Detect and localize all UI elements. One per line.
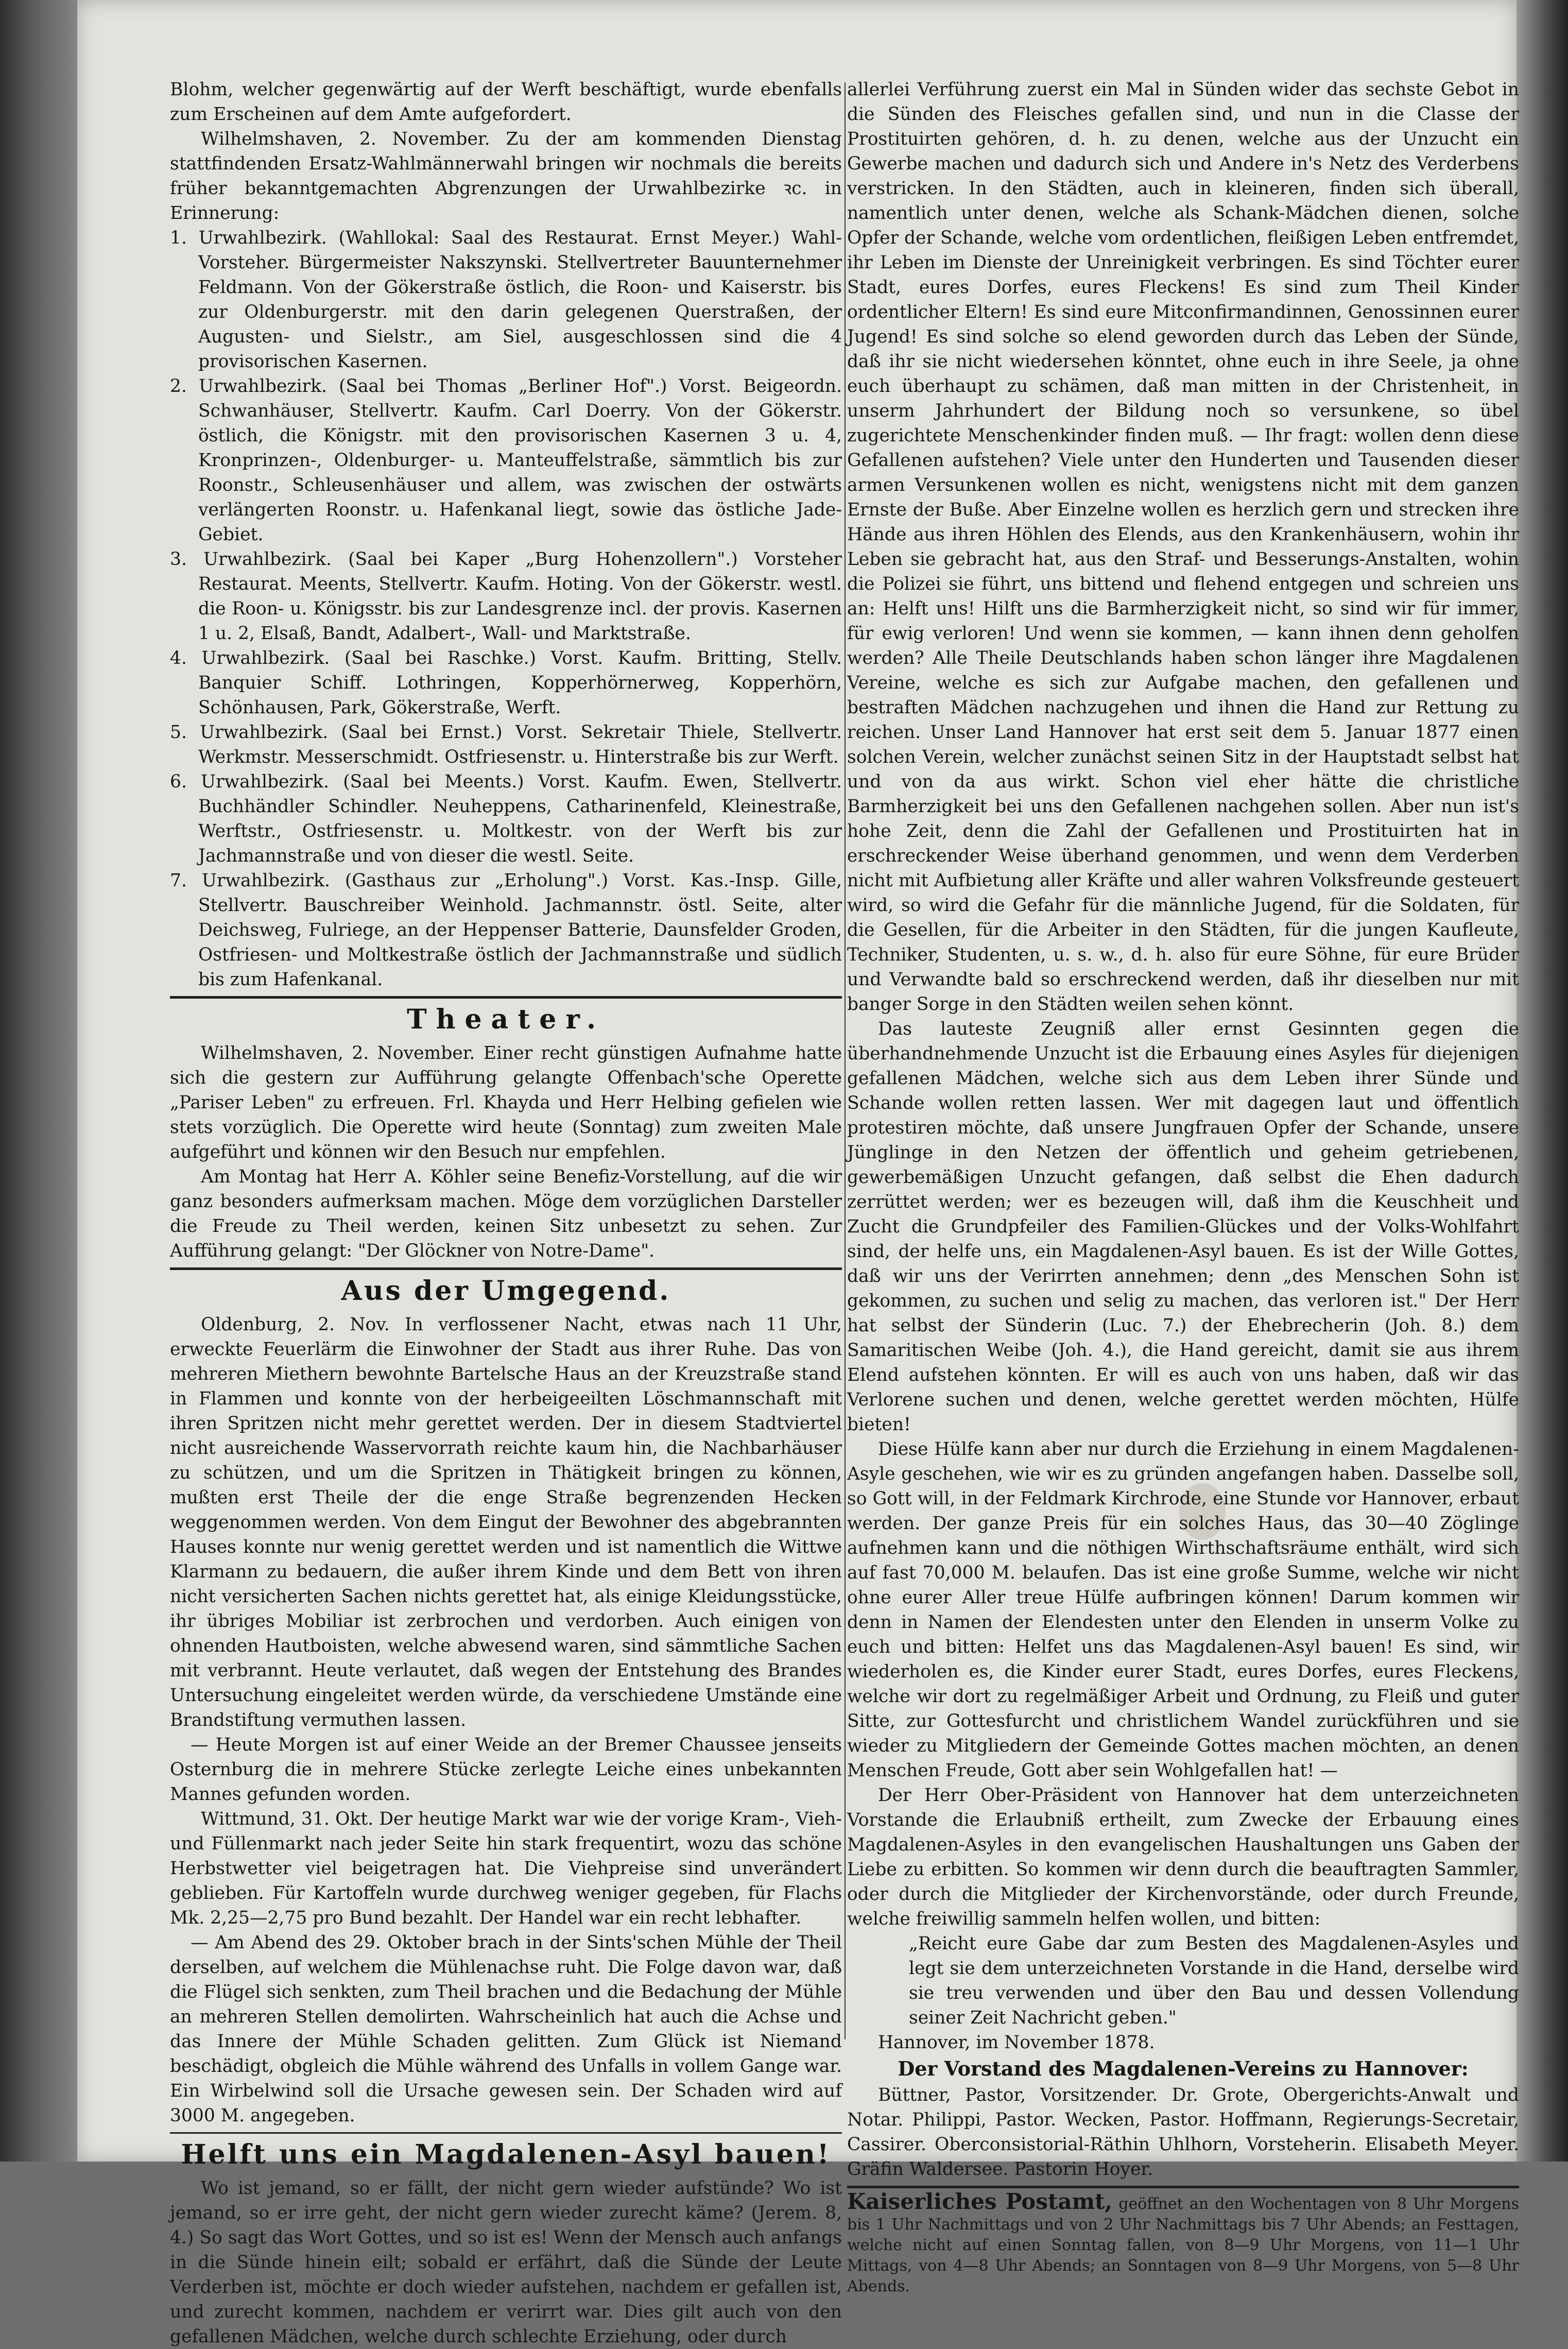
district-3: 3. Urwahlbezirk. (Saal bei Kaper „Burg Hohenzollern".) Vorsteher Restaurat. Meents, Stellvertr. Kaufm. Hoting. Von der Gökerstr. westl. die Roon- u. Königsstr. bis zur Landesgrenze incl. der provis. Kasernen 1 u. 2, Elsaß, Bandt, Adalbert-, Wall- und Marktstraße. (170, 549, 842, 644)
appeal-paragraph: Diese Hülfe kann aber nur durch die Erziehung in einem Magdalenen-Asyle geschehen, wie wir es zu gründen angefangen haben. Dasselbe soll, so Gott will, in der Feldmark Kirchrode, eine Stunde vor Hannover, erbaut werden. Der ganze Preis für ein solches Haus, das 30—40 Zöglinge aufnehmen kann und die nöthigen Wirthschaftsräume enthält, wird sich auf fast 70,000 M. belaufen. Das ist eine große Summe, welche wir nicht ohne eurer Aller treue Hülfe aufbringen können! Darum kommen wir denn in Namen der Elendesten unter den Elenden in unserm Volke zu euch und bitten: Helfet uns das Magdalenen-Asyl bauen! Es sind, wir wiederholen es, die Kinder eurer Stadt, eures Dorfes, eures Fleckens, welche wir dort zu regelmäßiger Arbeit und Ordnung, zu Fleiß und guter Sitte, zur Gottesfurcht und christlichem Wandel zurückführen und sie wieder zu Mitgliedern der Gemeinde Gottes machen möchten, an denen Menschen Freude, Gott aber sein Wohlgefallen hat! — (847, 1439, 1519, 1781)
theater-heading: Theater. (406, 1004, 606, 1035)
district-4: 4. Urwahlbezirk. (Saal bei Raschke.) Vorst. Kaufm. Britting, Stellv. Banquier Schiff. Lothringen, Kopperhörnerweg, Kopperhörn, Schönhausen, Park, Gökerstraße, Werft. (170, 648, 842, 718)
place-date: Hannover, im November 1878. (878, 2032, 1155, 2053)
right-column (847, 77, 1519, 2295)
theater-paragraph: Am Montag hat Herr A. Köhler seine Benefiz-Vorstellung, auf die wir ganz besonders aufmerksam machen. Möge dem vorzüglichen Darsteller die Freude zu Theil werden, keinen Sitz unbesetzt zu sehen. Zur Aufführung gelangt: "Der Glöckner von Notre-Dame". (170, 1167, 842, 1261)
section-rule (170, 2132, 842, 2134)
section-rule (170, 996, 842, 999)
region-paragraph: — Heute Morgen ist auf einer Weide an der Bremer Chaussee jenseits Osternburg die in mehrere Stücke zerlegte Leiche eines unbekannten Mannes gefunden worden. (170, 1735, 842, 1805)
post-office-hours: geöffnet an den Wochentagen von 8 Uhr Morgens bis 1 Uhr Nachmittags und von 2 Uhr Nachmittags bis 7 Uhr Abends; an Festtagen, welche nicht auf einen Sonntag fallen, von 8—9 Uhr Morgens, von 11—1 Uhr Mittags, von 4—8 Uhr Abends; an Sonntagen von 8—9 Uhr Morgens, von 5—8 Uhr Abends. (847, 2195, 1519, 2295)
intro-text: Blohm, welcher gegenwärtig auf der Werft beschäftigt, wurde ebenfalls zum Erscheinen auf dem Amte aufgefordert. (170, 79, 842, 125)
region-heading: Aus der Umgegend. (341, 1275, 671, 1307)
election-notice: Wilhelmshaven, 2. November. Zu der am kommenden Dienstag stattfindenden Ersatz-Wahlmännerwahl bringen wir nochmals die bereits früher bekanntgemachten Abgrenzungen der Urwahlbezirke ꝛc. in Erinnerung: (170, 129, 842, 224)
district-5: 5. Urwahlbezirk. (Saal bei Ernst.) Vorst. Sekretair Thiele, Stellvertr. Werkmstr. Messerschmidt. Ostfriesenstr. u. Hinterstraße bis zur Werft. (170, 722, 842, 767)
appeal-paragraph: Das lauteste Zeugniß aller ernst Gesinnten gegen die überhandnehmende Unzucht ist die Erbauung eines Asyles für diejenigen gefallenen Mädchen, welche sich aus dem Leben ihrer Sünde und Schande wollen retten lassen. Wer mit dagegen laut und öffentlich protestiren möchte, daß unsere Jungfrauen Opfer der Schande, unsere Jünglinge in den Netzen der öffentlich und geheim getriebenen, gewerbemäßigen Unzucht gefangen, daß selbst die Ehen dadurch zerrüttet werden; wer es bezeugen will, daß ihm die Keuschheit und Zucht die Grundpfeiler des Familien-Glückes und der Volks-Wohlfahrt sind, der helfe uns, ein Magdalenen-Asyl bauen. Es ist der Wille Gottes, daß wir uns der Verirrten annehmen; denn „des Menschen Sohn ist gekommen, zu suchen und selig zu machen, das verloren ist." Der Herr hat selbst der Sünderin (Luc. 7.) der Ehebrecherin (Joh. 8.) dem Samaritischen Weibe (Joh. 4.), die Hand gereicht, damit sie aus ihrem Elend aufstehen könnten. Er will es auch von uns haben, daß wir das Verlorene suchen und denen, welche gerettet werden möchten, Hülfe bieten! (847, 1019, 1519, 1435)
board-title: Der Vorstand des Magdalenen-Vereins zu Hannover: (898, 2057, 1469, 2080)
district-6: 6. Urwahlbezirk. (Saal bei Meents.) Vorst. Kaufm. Ewen, Stellvertr. Buchhändler Schindler. Neuheppens, Catharinenfeld, Kleinestraße, Werftstr., Ostfriesenstr. u. Moltkestr. von der Werft bis zur Jachmannstraße und von dieser die westl. Seite. (170, 771, 842, 866)
post-office-notice (847, 2191, 1519, 2297)
district-7: 7. Urwahlbezirk. (Gasthaus zur „Erholung".) Vorst. Kas.-Insp. Gille, Stellvertr. Bauschreiber Weinhold. Jachmannstr. östl. Seite, alter Deichsweg, Fulriege, an der Heppenser Batterie, Daunsfelder Groden, Ostfriesen- und Moltkestraße östlich der Jachmannstraße und südlich bis zum Hafenkanal. (170, 870, 842, 990)
appeal-paragraph: Der Herr Ober-Präsident von Hannover hat dem unterzeichneten Vorstande die Erlaubniß ertheilt, zum Zwecke der Erbauung eines Magdalenen-Asyles in den evangelischen Haushaltungen uns Gaben der Liebe zu erbitten. So kommen wir denn durch die beauftragten Sammler, oder durch die Mitglieder der Kirchenvorstände, oder durch Freunde, welche freiwillig sammeln helfen wollen, und bitten: (847, 1785, 1519, 1929)
appeal-paragraph: Wo ist jemand, so er fällt, der nicht gern wieder aufstünde? Wo ist jemand, so er irre geht, der nicht gern wieder zurecht käme? (Jerem. 8, 4.) So sagt das Wort Gottes, und so ist es! Wenn der Mensch auch anfangs in die Sünde hinein eilt; sobald er erfährt, daß die Sünde der Leute Verderben ist, möchte er doch wieder aufstehen, nachdem er gefallen ist, und zurecht kommen, nachdem er verirrt war. Dies gilt auch von den gefallenen Mädchen, welche durch schlechte Erziehung, oder durch (170, 2178, 842, 2347)
region-paragraph: Oldenburg, 2. Nov. In verflossener Nacht, etwas nach 11 Uhr, erweckte Feuerlärm die Einwohner der Stadt aus ihrer Ruhe. Das von mehreren Miethern bewohnte Bartelsche Haus an der Kreuzstraße stand in Flammen und konnte von der herbeigeeilten Löschmannschaft mit ihren Spritzen nicht mehr gerettet werden. Der in diesem Stadtviertel nicht ausreichende Wasservorrath reichte kaum hin, die Nachbarhäuser zu schützen, und um die Spritzen in Thätigkeit bringen zu können, mußten erst Theile der die enge Straße begrenzenden Hecken weggenommen werden. Von dem Eingut der Bewohner des abgebrannten Hauses konnte nur wenig gerettet werden und ist namentlich die Wittwe Klarmann zu bedauern, die außer ihrem Kinde und dem Bett von ihren nicht versicherten Sachen nichts gerettet hat, als einige Kleidungsstücke, ihr übriges Mobiliar ist zerbrochen und verdorben. Auch einigen von ohnenden Hautboisten, welche abwesend waren, sind sämmtliche Sachen mit verbrannt. Heute verlautet, daß wegen der Entstehung des Brandes Untersuchung eingeleitet werden würde, da verschiedene Umstände eine Brandstiftung vermuthen lassen. (170, 1314, 842, 1730)
appeal-quote: „Reicht eure Gabe dar zum Besten des Magdalenen-Asyles und legt sie dem unterzeichneten Vorstande in die Hand, derselbe wird sie treu verwenden und über den Bau und dessen Vollendung seiner Zeit Nachricht geben." (909, 1933, 1519, 2028)
scanner-frame-right (1517, 0, 1568, 2162)
newspaper-page (77, 0, 1519, 2347)
left-column (170, 77, 842, 2347)
region-paragraph: — Am Abend des 29. Oktober brach in der Sints'schen Mühle der Theil derselben, auf welchem die Mühlenachse ruht. Die Folge davon war, daß die Flügel sich senkten, zum Theil brachen und die Bedachung der Mühle an mehreren Stellen demolirten. Wahrscheinlich hat auch die Achse und das Innere der Mühle Schaden gelitten. Zum Glück ist Niemand beschädigt, obgleich die Mühle während des Unfalls in vollem Gange war. Ein Wirbelwind soll die Ursache gewesen sein. Der Schaden wird auf 3000 M. angegeben. (170, 1932, 842, 2126)
appeal-paragraph: allerlei Verführung zuerst ein Mal in Sünden wider das sechste Gebot in die Sünden des Fleisches gefallen sind, und nun in die Classe der Prostituirten gehören, d. h. zu denen, welche aus der Unzucht ein Gewerbe machen und dadurch sich und Andere in's Netz des Verderbens verstricken. In den Städten, auch in kleineren, finden sich überall, namentlich unter denen, welche als Schank-Mädchen dienen, solche Opfer der Schande, welche vom ordentlichen, fleißigen Leben entfremdet, ihr Leben im Dienste der Unreinigkeit verbringen. Es sind Töchter eurer Stadt, eures Dorfes, eures Fleckens! Es sind zum Theil Kinder ordentlicher Eltern! Es sind eure Mitconfirmandinnen, Genossinnen eurer Jugend! Es sind solche so elend geworden durch das Leben der Sünde, daß ihr sie nicht wiedersehen könntet, ohne euch in ihre Seele, ja ohne euch überhaupt zu schämen, daß man mitten in der Christenheit, in unserm Jahrhundert der Bildung noch so versunkene, so übel zugerichtete Menschenkinder finden muß. — Ihr fragt: wollen denn diese Gefallenen aufstehen? Viele unter den Hunderten und Tausenden dieser armen Versunkenen wollen es nicht, wenigstens nicht mit dem ganzen Ernste der Buße. Aber Einzelne wollen es herzlich gern und strecken ihre Hände aus ihren Höhlen des Elends, aus den Krankenhäusern, wohin ihr Leben sie gebracht hat, aus den Straf- und Besserungs-Anstalten, wohin die Polizei sie führt, uns bittend und flehend entgegen und schreien uns an: Helft uns! Hilft uns die Barmherzigkeit nicht, so sind wir für immer, für ewig verloren! Und wenn sie kommen, — kann ihnen denn geholfen werden? Alle Theile Deutschlands haben schon länger ihre Magdalenen Vereine, welche es sich zur Aufgabe machen, den gefallenen und bestraften Mädchen nachzugehen und ihnen die Hand zur Rettung zu reichen. Unser Land Hannover hat erst seit dem 5. Januar 1877 einen solchen Verein, welcher zunächst seinen Sitz in der Hauptstadt selbst hat und von da aus wirkt. Schon viel eher hätte die christliche Barmherzigkeit bei uns den Gefallenen nachgehen sollen. Aber nun ist's hohe Zeit, denn die Zahl der Gefallenen und Prostituirten hat in erschreckender Weise überhand genommen, und wenn dem Verderben nicht mit Aufbietung aller Kräfte und aller wahren Volksfreunde gesteuert wird, so wird die Gefahr für die männliche Jugend, für die Soldaten, für die Gesellen, für die Arbeiter in den Städten, für die jungen Kaufleute, Techniker, Studenten, u. s. w., d. h. also für eure Söhne, für eure Brüder und Verwandte bald so erschreckend werden, daß ihr dieselben nur mit banger Sorge in den Städten weilen sehen könnt. (847, 79, 1519, 1015)
column-divider (845, 82, 846, 2039)
appeal-heading: Helft uns ein Magdalenen-Asyl bauen! (181, 2139, 831, 2170)
section-rule (847, 2186, 1519, 2188)
district-2: 2. Urwahlbezirk. (Saal bei Thomas „Berliner Hof".) Vorst. Beigeordn. Schwanhäuser, Stellvertr. Kaufm. Carl Doerry. Von der Gökerstr. östlich, die Königstr. mit den provisorischen Kasernen 3 u. 4, Kronprinzen-, Oldenburger- u. Manteuffelstraße, sämmtlich bis zur Roonstr., Schleusenhäuser und allem, was zwischen der ostwärts verlängerten Roonstr. u. Hafenkanal liegt, sowie das östliche Jade-Gebiet. (170, 376, 842, 545)
scanner-frame-left (0, 0, 77, 2162)
district-1: 1. Urwahlbezirk. (Wahllokal: Saal des Restaurat. Ernst Meyer.) Wahl-Vorsteher. Bürgermeister Nakszynski. Stellvertreter Bauunternehmer Feldmann. Von der Gökerstraße östlich, die Roon- und Kaiserstr. bis zur Oldenburgerstr. mit den darin gelegenen Querstraßen, der Augusten- und Sielstr., am Siel, ausgeschlossen sind die 4 provisorischen Kasernen. (170, 228, 842, 372)
board-members: Büttner, Pastor, Vorsitzender. Dr. Grote, Obergerichts-Anwalt und Notar. Philippi, Pastor. Wecken, Pastor. Hoffmann, Regierungs-Secretair, Cassirer. Oberconsistorial-Räthin Uhlhorn, Vorsteherin. Elisabeth Meyer. Gräfin Waldersee. Pastorin Hoyer. (847, 2085, 1519, 2180)
region-paragraph: Wittmund, 31. Okt. Der heutige Markt war wie der vorige Kram-, Vieh- und Füllenmarkt nach jeder Seite hin stark frequentirt, wozu das schöne Herbstwetter viel beigetragen hat. Die Viehpreise sind unverändert geblieben. Für Kartoffeln wurde durchweg weniger gegeben, für Flachs Mk. 2,25—2,75 pro Bund bezahlt. Der Handel war ein recht lebhafter. (170, 1809, 842, 1928)
post-office-title: Kaiserliches Postamt, (847, 2189, 1113, 2214)
section-rule (170, 1267, 842, 1270)
theater-paragraph: Wilhelmshaven, 2. November. Einer recht günstigen Aufnahme hatte sich die gestern zur Aufführung gelangte Offenbach'sche Operette „Pariser Leben" zu erfreuen. Frl. Khayda und Herr Helbing gefielen wie stets vorzüglich. Die Operette wird heute (Sonntag) zum zweiten Male aufgeführt und können wir den Besuch nur empfehlen. (170, 1043, 842, 1162)
